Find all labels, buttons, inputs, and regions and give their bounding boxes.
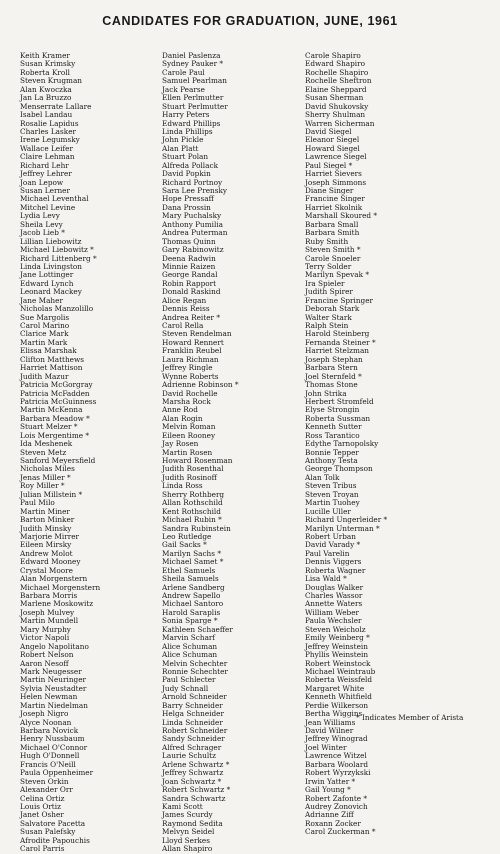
candidate-name: Linda Schneider: [162, 717, 223, 727]
candidate-name: Paul Varelin: [305, 548, 350, 558]
candidate-name: Crystal Moore: [20, 565, 73, 575]
candidate-name: David Wilner: [305, 726, 354, 735]
candidate-name: Judith Mazur: [20, 371, 69, 381]
candidate-name: Douglas Walker: [305, 582, 364, 592]
candidate-name: Julian Millstein *: [20, 489, 83, 499]
candidate-name: Barbara Small: [305, 219, 359, 229]
candidate-name: Sherry Shulman: [305, 110, 366, 120]
candidate-name: Judith Rosinoff: [162, 472, 217, 482]
candidate-name: Anthony Pumilia: [162, 219, 224, 229]
candidate-name: Paula Wechsler: [305, 616, 362, 626]
candidate-name: Carole Snoeler: [305, 253, 361, 263]
candidate-name: Franklin Reubel: [162, 346, 222, 356]
candidate-name: Harriet Mattison: [20, 363, 83, 373]
candidate-name: Henry Nussbaum: [20, 734, 85, 744]
candidate-name: Ross Tarantico: [305, 430, 360, 440]
candidate-name: Nicholas Miles: [20, 464, 75, 474]
candidate-name: Edward Lynch: [20, 278, 74, 288]
candidate-name: Edythe Tarnopolsky: [305, 439, 379, 449]
candidate-name: Marilyn Spevak *: [305, 270, 369, 280]
candidate-name: Salvatore Pacetta: [20, 818, 86, 828]
candidate-name: Howard Siegel: [305, 143, 360, 153]
candidate-name: Jean Williams: [305, 717, 356, 727]
candidate-name: Lydia Levy: [20, 211, 60, 221]
candidate-name: Marjorie Mirrer: [20, 531, 80, 541]
candidate-name: Anne Rod: [162, 405, 198, 415]
candidate-name: Rochelle Shapiro: [305, 67, 369, 77]
candidate-name: Marshall Skoured *: [305, 211, 378, 221]
candidate-name: Richard Littenberg *: [20, 253, 97, 263]
candidate-name: Laura Richman: [162, 354, 219, 364]
candidate-name: Jeffrey Weinstein: [305, 641, 368, 651]
candidate-name: James Scurdy: [162, 810, 213, 820]
candidate-name: Wynne Roberts: [162, 371, 219, 381]
candidate-name: Joan Lepow: [20, 177, 64, 187]
candidate-name: David Popkin: [162, 169, 211, 179]
candidate-name: Mark Neugesser: [20, 666, 82, 676]
candidate-name: Charles Wassor: [305, 591, 363, 600]
candidate-name: Terry Solder: [305, 261, 352, 271]
candidate-name: Harriet Skolnik: [305, 202, 363, 212]
candidate-name: Paula Oppenheimer: [20, 768, 94, 778]
candidate-name: Marsha Rock: [162, 396, 211, 406]
candidate-name: Howard Rennert: [162, 337, 224, 347]
candidate-name: Harry Peters: [162, 110, 210, 120]
candidate-name: David Shukovsky: [305, 101, 369, 111]
candidate-name: Carole Paul: [162, 67, 205, 77]
candidate-name: Diane Singer: [305, 186, 354, 195]
candidate-name: Elissa Marshak: [20, 346, 77, 356]
candidate-name: Joseph Simmons: [305, 177, 367, 187]
candidate-name: Martin Rosen: [162, 447, 213, 457]
candidate-name: Alfred Schrager: [162, 742, 222, 752]
candidate-name: Ida Meshenek: [20, 439, 73, 449]
candidate-name: Aaron Nesoff: [20, 658, 69, 668]
candidate-name: Marilyn Sachs *: [162, 548, 221, 558]
candidate-name: Herbert Stromfeld: [305, 396, 374, 406]
candidate-name: Sandra Schwartz: [162, 793, 226, 803]
candidate-name: Emily Weinberg *: [305, 633, 370, 643]
candidate-name: Alan Morgenstern: [20, 574, 88, 584]
candidate-name: Kent Rothschild: [162, 506, 221, 516]
candidate-name: Carol Parris: [20, 844, 65, 854]
candidate-name: Barbara Novick: [20, 726, 79, 735]
candidate-name: Alan Kwoczka: [20, 84, 72, 94]
candidate-name: Allan Shapiro: [162, 844, 213, 854]
candidate-name: Lawrence Siegel: [305, 152, 367, 162]
candidate-name: Jan La Bruzzo: [20, 93, 72, 103]
candidate-name: Lawrence Witzel: [305, 751, 367, 761]
candidate-name: Andrew Sapello: [162, 591, 221, 600]
candidate-name: Elaine Sheppard: [305, 84, 367, 94]
candidate-name: Steven Smith *: [305, 245, 361, 255]
candidate-name: Phyllis Weinstein: [305, 650, 369, 660]
candidate-name: Jeffrey Lehrer: [20, 169, 72, 179]
candidate-name: Sheila Samuels: [162, 574, 219, 584]
candidate-name: Irwin Yatter *: [305, 776, 356, 786]
candidate-name: Ronnie Schechter: [162, 666, 228, 676]
candidate-name: Dennis Reiss: [162, 304, 210, 314]
candidate-name: Victor Napoli: [20, 633, 70, 643]
candidate-name: Audrey Zonovich: [305, 801, 368, 811]
candidate-name: Stuart Polan: [162, 152, 209, 162]
candidate-name: Judith Rosenthal: [162, 464, 224, 474]
candidate-name: Judy Schnall: [162, 683, 209, 693]
candidate-name: Perdie Wilkerson: [305, 700, 369, 710]
candidate-name: Jay Rosen: [162, 439, 199, 449]
candidate-name: Carol Rella: [162, 321, 204, 330]
candidate-name: Allan Rothschild: [162, 498, 223, 508]
candidate-name: Lisa Wald *: [305, 574, 347, 584]
candidate-name: Robert Schwartz *: [162, 785, 231, 795]
candidate-name: Paul Schlecter: [162, 675, 216, 685]
candidate-name: Andrea Puterman: [162, 228, 228, 238]
candidate-name: Susan Palefsky: [20, 827, 76, 837]
candidate-name: Martin Miner: [20, 506, 70, 516]
candidate-name: Sanford Meyersfield: [20, 456, 96, 465]
candidate-name: Carol Zuckerman *: [305, 827, 376, 837]
candidate-name: Sydney Pauker *: [162, 59, 224, 69]
candidate-name: Roy Miller *: [20, 481, 65, 491]
candidate-name: Michael Santoro: [162, 599, 224, 609]
candidate-name: Thomas Stone: [305, 380, 358, 390]
candidate-name: Michael Weintraub: [305, 666, 376, 676]
candidate-name: Jacob Lieb *: [20, 228, 65, 238]
candidate-name: Afrodite Papouchis: [20, 835, 90, 845]
candidate-name: Paul Siegel *: [305, 160, 353, 170]
candidate-name: Francine Singer: [305, 194, 365, 204]
candidate-name: Mary Murphy: [20, 624, 71, 634]
candidate-name: Bonnie Tepper: [305, 447, 359, 457]
candidate-name: Jane Lottinger: [20, 270, 74, 280]
candidate-name: Mitchel Levine: [20, 202, 76, 212]
candidate-name: Steven Krugman: [20, 76, 82, 86]
candidate-name: Louis Ortiz: [20, 801, 61, 811]
candidate-name: Joseph Mulvey: [20, 607, 75, 617]
candidate-name: Robert Zafonte *: [305, 793, 368, 803]
candidate-name: Robert Wyrzykski: [305, 768, 371, 778]
candidate-name: David Siegel: [305, 126, 352, 136]
candidate-name: Robert Urban: [305, 531, 356, 541]
candidate-name: John Pickle: [162, 135, 204, 145]
candidate-name: Richard Lehr: [20, 160, 69, 170]
candidate-name: Ralph Stein: [305, 321, 349, 330]
candidate-name: Daniel Paslenza: [162, 51, 221, 60]
candidate-name: Raymond Sedita: [162, 818, 223, 828]
candidate-name: Roxann Zocker: [305, 818, 361, 828]
candidate-name: Marilyn Unterman *: [305, 523, 380, 533]
candidate-name: Carol Marino: [20, 321, 70, 330]
candidate-name: Adrienne Robinson *: [162, 380, 239, 390]
candidate-name: Marvin Scharf: [162, 633, 216, 643]
candidate-name: Kenneth Sutter: [305, 422, 362, 432]
candidate-name: Charles Lasker: [20, 126, 77, 136]
candidate-name: Sue Margolis: [20, 312, 70, 322]
candidate-name: Jeffrey Ringle: [162, 363, 213, 373]
candidate-name: Clifton Matthews: [20, 354, 84, 364]
candidate-name: Steven Tribus: [305, 481, 357, 491]
candidate-name: Arlene Sandberg: [162, 582, 225, 592]
candidate-name: Lloyd Serkes: [162, 835, 210, 845]
candidate-name: Barbara Woolard: [305, 759, 369, 769]
candidate-name: Roberta Sussman: [305, 413, 371, 423]
candidate-name: Barbara Stern: [305, 363, 358, 373]
candidate-name: Alan Platt: [162, 143, 199, 153]
candidate-name: Melvin Schechter: [162, 658, 228, 668]
candidate-name: Rosalie Lapidus: [20, 118, 79, 128]
candidate-name: Harold Steinberg: [305, 329, 370, 339]
candidate-name: William Weber: [305, 607, 359, 617]
candidate-name: Richard Ungerleider *: [305, 515, 388, 525]
candidate-name: Nicholas Manzolillo: [20, 304, 94, 314]
candidate-name: Steven Metz: [20, 447, 67, 457]
arista-footnote: * Indicates Member of Arista: [356, 713, 464, 722]
candidate-name: Deborah Stark: [305, 304, 360, 314]
candidate-name: Alice Regan: [162, 295, 207, 305]
candidate-name: Susan Lerner: [20, 186, 70, 195]
candidate-name: Sandy Schneider: [162, 734, 225, 744]
candidate-name: Martin McKenna: [20, 405, 83, 415]
candidate-name: John Strika: [305, 388, 347, 398]
candidate-name: Roberta Wagner: [305, 565, 366, 575]
candidate-name: Joseph Nigro: [20, 709, 69, 719]
candidate-name: Dana Prossin: [162, 202, 211, 212]
candidate-name: Carole Shapiro: [305, 51, 361, 60]
candidate-name: Martin Mark: [20, 337, 68, 347]
candidate-name: Annette Waters: [305, 599, 363, 609]
candidate-name: Sylvia Neustadter: [20, 683, 87, 693]
candidate-name: Mary Puchalsky: [162, 211, 222, 221]
candidate-name: Andrea Reiter *: [162, 312, 220, 322]
candidate-name: Michael Leventhal: [20, 194, 89, 204]
candidate-name: David Varady *: [305, 540, 361, 550]
candidate-name: Samuel Pearlman: [162, 76, 227, 86]
names-column-1: [20, 52, 100, 854]
candidate-name: Harriet Sievers: [305, 169, 362, 179]
candidate-name: Angelo Napolitano: [20, 641, 89, 651]
candidate-name: Michael Samet *: [162, 557, 224, 567]
candidate-name: Clarice Mark: [20, 329, 69, 339]
candidate-name: Deena Radwin: [162, 253, 216, 263]
candidate-name: Barry Schneider: [162, 700, 223, 710]
candidate-name: Donald Raskind: [162, 287, 221, 297]
candidate-name: Patricia McGuinness: [20, 396, 97, 406]
names-column-2: [162, 52, 239, 854]
candidate-name: Celina Ortiz: [20, 793, 65, 803]
candidate-name: Helga Schneider: [162, 709, 224, 719]
candidate-name: Francine Springer: [305, 295, 374, 305]
candidate-name: Arnold Schneider: [162, 692, 227, 702]
candidate-name: Steven Weicholz: [305, 624, 366, 634]
candidate-name: Edward Mooney: [20, 557, 81, 567]
candidate-name: Joel Winter: [305, 742, 347, 752]
candidate-name: Alfreda Pollack: [162, 160, 218, 170]
candidate-name: Martin Niedelman: [20, 700, 88, 710]
candidate-name: Joel Sternfeld *: [305, 371, 362, 381]
candidate-name: Steven Rendelman: [162, 329, 232, 339]
candidate-name: Keith Kramer: [20, 51, 70, 60]
candidate-name: Alice Schuman: [162, 641, 218, 651]
candidate-name: Richard Portnoy: [162, 177, 223, 187]
candidate-name: Michael Liebowitz *: [20, 245, 94, 255]
candidate-name: Linda Ross: [162, 481, 203, 491]
candidate-name: Roberta Kroll: [20, 67, 70, 77]
candidate-name: Kenneth Whitfield: [305, 692, 372, 702]
candidate-name: Gary Rabinowitz: [162, 245, 224, 255]
candidate-name: George Randal: [162, 270, 218, 280]
candidate-name: Ira Spieler: [305, 278, 345, 288]
candidate-name: Hope Pressaff: [162, 194, 214, 204]
candidate-name: Sherry Rothberg: [162, 489, 225, 499]
candidate-name: Rochelle Sheftron: [305, 76, 372, 86]
candidate-name: Robert Schneider: [162, 726, 228, 735]
candidate-name: Robert Nelson: [20, 650, 74, 660]
candidate-name: Barbara Morris: [20, 591, 78, 600]
candidate-name: Jeffrey Winograd: [305, 734, 368, 744]
candidate-name: Edward Shapiro: [305, 59, 366, 69]
candidate-name: Ellen Perlmutter: [162, 93, 224, 103]
candidate-name: Francis O'Neill: [20, 759, 76, 769]
candidate-name: Leo Rutledge: [162, 531, 212, 541]
candidate-name: Thomas Quinn: [162, 236, 216, 246]
candidate-name: Helen Newman: [20, 692, 78, 702]
candidate-name: Linda Livingston: [20, 261, 82, 271]
candidate-name: Irene Legumsky: [20, 135, 80, 145]
candidate-name: Stuart Melzer *: [20, 422, 78, 432]
candidate-name: Marlene Moskowitz: [20, 599, 94, 609]
candidate-name: Michael O'Connor: [20, 742, 88, 752]
candidate-name: Alyce Noonan: [20, 717, 72, 727]
candidate-name: Adrianne Ziff: [305, 810, 354, 820]
candidate-name: Bertha Wiggins: [305, 709, 363, 719]
candidate-name: Eleanor Siegel: [305, 135, 360, 145]
candidate-name: Lois Mergentime *: [20, 430, 90, 440]
candidate-name: Roberta Weissfeld: [305, 675, 373, 685]
candidate-name: Minnie Raizen: [162, 261, 216, 271]
candidate-name: Steven Orkin: [20, 776, 69, 786]
candidate-name: Joseph Stephan: [305, 354, 363, 364]
candidate-name: Sandra Rubinstein: [162, 523, 231, 533]
candidate-name: Lucille Uller: [305, 506, 351, 516]
candidate-name: David Rochelle: [162, 388, 218, 398]
candidate-name: Eileen Rooney: [162, 430, 216, 440]
candidate-name: Claire Lehman: [20, 152, 75, 162]
candidate-name: Ruby Smith: [305, 236, 349, 246]
candidate-name: Howard Rosenman: [162, 456, 233, 465]
page-title: CANDIDATES FOR GRADUATION, JUNE, 1961: [102, 14, 398, 28]
candidate-name: Michael Morgenstern: [20, 582, 101, 592]
candidate-name: Isabel Landau: [20, 110, 73, 120]
candidate-name: Joan Schwartz *: [162, 776, 222, 786]
candidate-name: George Thompson: [305, 464, 373, 474]
candidate-name: Eileen Mirsky: [20, 540, 72, 550]
candidate-name: Martin Mundell: [20, 616, 79, 626]
candidate-name: Andrew Molot: [20, 548, 73, 558]
candidate-name: Alice Schuman: [162, 650, 218, 660]
candidate-name: Kami Scott: [162, 801, 203, 811]
candidate-name: Jeffrey Schwartz: [162, 768, 224, 778]
candidate-name: Michael Rubin *: [162, 515, 222, 525]
candidate-name: Menserrate Lallare: [20, 101, 92, 111]
candidate-name: Warren Sicherman: [305, 118, 375, 128]
candidate-name: Alexander Orr: [20, 785, 73, 795]
candidate-name: Kathleen Schaeffer: [162, 624, 233, 634]
candidate-name: Barbara Smith: [305, 228, 360, 238]
candidate-name: Susan Krimsky: [20, 59, 76, 69]
candidate-name: Laurie Schultz: [162, 751, 216, 761]
candidate-name: Susan Sherman: [305, 93, 364, 103]
candidate-name: Jenas Miller *: [20, 472, 71, 482]
candidate-name: Jane Maher: [20, 295, 63, 305]
candidate-name: Arlene Schwartz *: [162, 759, 230, 769]
candidate-name: Harriet Stelzman: [305, 346, 369, 356]
candidate-name: Melvin Roman: [162, 422, 216, 432]
candidate-name: Robert Weinstock: [305, 658, 371, 668]
candidate-name: Jack Pearse: [162, 84, 205, 94]
candidate-name: Fernanda Steiner *: [305, 337, 376, 347]
candidate-name: Martin Neuringer: [20, 675, 86, 685]
candidate-name: Hugh O'Donnell: [20, 751, 80, 761]
candidate-name: Gail Sacks *: [162, 540, 207, 550]
candidate-name: Leonard Mackey: [20, 287, 82, 297]
candidate-name: Sheila Levy: [20, 219, 63, 229]
candidate-name: Sonia Sparge *: [162, 616, 218, 626]
candidate-name: Stuart Perlmutter: [162, 101, 228, 111]
candidate-name: Edward Phillips: [162, 118, 221, 128]
candidate-name: Patricia McGorgray: [20, 380, 93, 390]
candidate-name: Walter Stark: [305, 312, 352, 322]
candidate-name: Margaret White: [305, 683, 365, 693]
candidate-name: Robin Rapport: [162, 278, 217, 288]
candidate-name: Barbara Meadow *: [20, 413, 90, 423]
candidate-name: Judith Spirer: [305, 287, 353, 297]
candidate-name: Wallace Leifer: [20, 143, 73, 153]
candidate-name: Alan Rogin: [162, 413, 203, 423]
candidate-name: Barton Minker: [20, 515, 75, 525]
candidate-name: Janet Osher: [20, 810, 64, 820]
candidate-name: Elyse Strongin: [305, 405, 360, 415]
candidate-name: Martin Tuohey: [305, 498, 360, 508]
candidate-name: Harold Saraplis: [162, 607, 221, 617]
candidate-name: Melvyn Seidel: [162, 827, 215, 837]
candidate-name: Linda Phillips: [162, 126, 213, 136]
candidate-name: Paul Milo: [20, 498, 55, 508]
candidate-name: Steven Troyan: [305, 489, 359, 499]
candidate-name: Anthony Testa: [305, 456, 358, 465]
candidate-name: Lillian Liebowitz: [20, 236, 82, 246]
candidate-name: Ethel Samuels: [162, 565, 216, 575]
candidate-name: Dennis Viggers: [305, 557, 362, 567]
candidate-name: Sara Lee Prensky: [162, 186, 228, 195]
candidate-name: Gail Young *: [305, 785, 351, 795]
candidate-name: Judith Minsky: [20, 523, 72, 533]
candidate-name: Patricia McFadden: [20, 388, 90, 398]
candidate-name: Alan Tolk: [305, 472, 340, 482]
